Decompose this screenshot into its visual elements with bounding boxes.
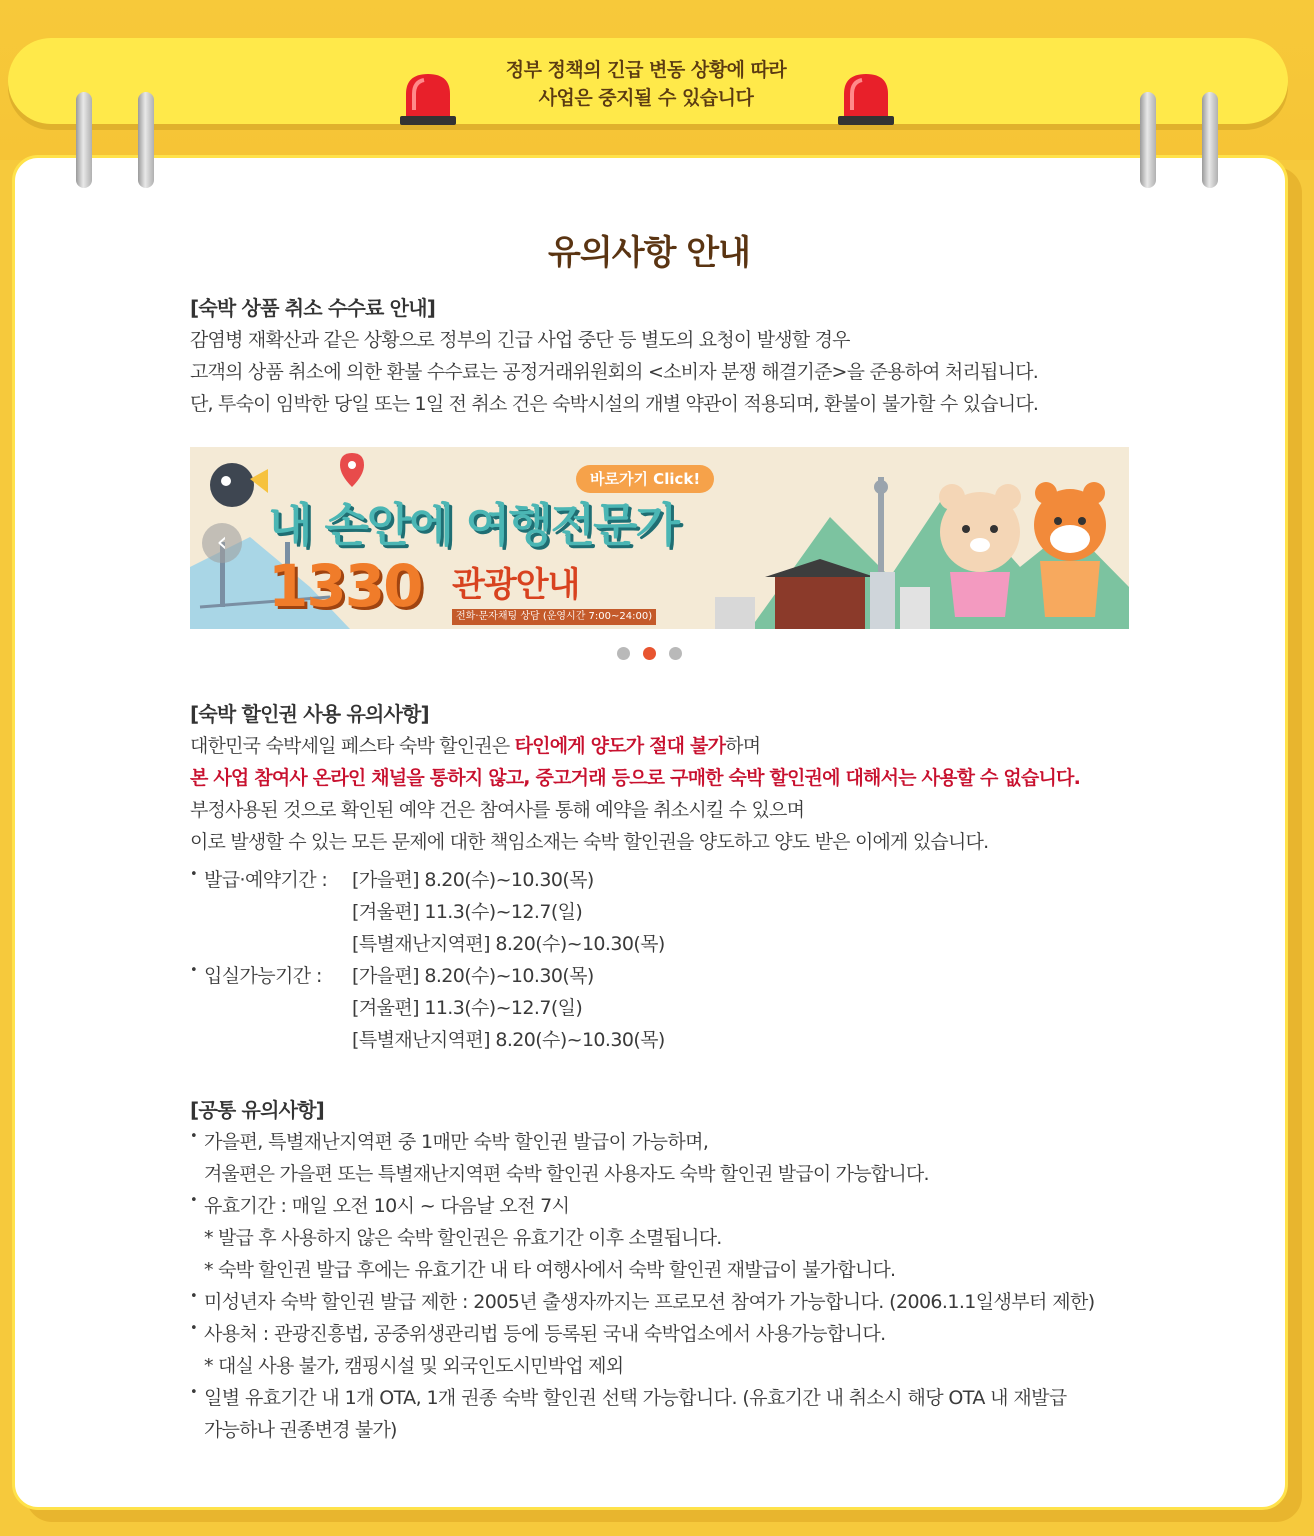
common-item-text: 가을편, 특별재난지역편 중 1매만 숙박 할인권 발급이 가능하며, (204, 1131, 709, 1153)
common-item-sub: 가능하나 권종변경 불가) (204, 1419, 397, 1441)
issue-period-value: [겨울편] 11.3(수)~12.7(일) (352, 901, 583, 923)
common-item (190, 1126, 1270, 1158)
carousel-dot[interactable] (617, 647, 630, 660)
common-section (190, 1094, 1270, 1446)
cancel-section (190, 292, 1250, 420)
common-item-text: 유효기간 : 매일 오전 10시 ~ 다음날 오전 7시 (204, 1195, 570, 1217)
common-item (190, 1286, 1270, 1318)
common-item (190, 1318, 1270, 1350)
checkin-period-row (190, 960, 1250, 992)
cancel-line: 단, 투숙이 임박한 당일 또는 1일 전 취소 건은 숙박시설의 개별 약관이 적용되며, 환불이 불가할 수 있습니다. (190, 393, 1039, 415)
banner-number: 1330 (268, 552, 422, 620)
voucher-line-1-red: 타인에게 양도가 절대 불가 (514, 735, 726, 757)
issue-period-row (190, 864, 1250, 896)
checkin-period-value: [가을편] 8.20(수)~10.30(목) (352, 965, 594, 987)
carousel-dot[interactable] (669, 647, 682, 660)
common-item-sub: * 발급 후 사용하지 않은 숙박 할인권은 유효기간 이후 소멸됩니다. (204, 1227, 722, 1249)
checkin-period-row (190, 1024, 1250, 1056)
voucher-line-1 (190, 730, 1250, 762)
voucher-section (190, 698, 1250, 1056)
common-item-text: 미성년자 숙박 할인권 발급 제한 : 2005년 출생자까지는 프로모션 참여가 가능합니다. (2006.1.1일생부터 제한) (204, 1291, 1095, 1313)
issue-period-value: [특별재난지역편] 8.20(수)~10.30(목) (352, 933, 665, 955)
chevron-left-icon: ‹ (216, 525, 228, 558)
carousel-dot-active[interactable] (643, 647, 656, 660)
bullet-icon: • (190, 867, 198, 882)
common-title: [공통 유의사항] (190, 1098, 324, 1122)
common-item-text: 사용처 : 관광진흥법, 공중위생관리법 등에 등록된 국내 숙박업소에서 사용가능합니다. (204, 1323, 886, 1345)
cancel-line: 감염병 재확산과 같은 상황으로 정부의 긴급 사업 중단 등 별도의 요청이 발생할 경우 (190, 329, 850, 351)
checkin-period-row (190, 992, 1250, 1024)
issue-period-value: [가을편] 8.20(수)~10.30(목) (352, 869, 594, 891)
common-item-sub: * 숙박 할인권 발급 후에는 유효기간 내 타 여행사에서 숙박 할인권 재발급이 불가합니다. (204, 1259, 896, 1281)
issue-period-label: 발급·예약기간 : (204, 869, 328, 891)
issue-period-row (190, 896, 1250, 928)
banner-click-badge[interactable]: 바로가기 Click! (576, 465, 714, 493)
cancel-title: [숙박 상품 취소 수수료 안내] (190, 296, 436, 320)
banner-hours: 전화·문자채팅 상담 (운영시간 7:00~24:00) (452, 609, 656, 625)
bullet-icon: • (190, 1321, 198, 1336)
alert-line-1: 정부 정책의 긴급 변동 상황에 따라 (505, 59, 787, 81)
alert-text (440, 56, 852, 112)
carousel-dots (617, 647, 687, 661)
banner-subtitle: 관광안내 (452, 565, 580, 605)
voucher-line-4: 이로 발생할 수 있는 모든 문제에 대한 책임소재는 숙박 할인권을 양도하고 양도 받은 이에게 있습니다. (190, 831, 989, 853)
bullet-icon: • (190, 1385, 198, 1400)
banner-prev-button[interactable] (202, 523, 242, 563)
bullet-icon: • (190, 1193, 198, 1208)
common-item (190, 1382, 1270, 1414)
banner-headline: 내 손안에 여행전문가 (268, 498, 678, 552)
voucher-line-2: 본 사업 참여사 온라인 채널을 통하지 않고, 중고거래 등으로 구매한 숙박 할인권에 대해서는 사용할 수 없습니다. (190, 767, 1080, 789)
bullet-icon: • (190, 1129, 198, 1144)
bullet-icon: • (190, 1289, 198, 1304)
binder-ring (76, 92, 92, 188)
common-item-sub: 겨울편은 가을편 또는 특별재난지역편 숙박 할인권 사용자도 숙박 할인권 발급이 가능합니다. (204, 1163, 929, 1185)
voucher-line-1-pre: 대한민국 숙박세일 페스타 숙박 할인권은 (190, 735, 515, 757)
cancel-line: 고객의 상품 취소에 의한 환불 수수료는 공정거래위원회의 <소비자 분쟁 해결기준>을 준용하여 처리됩니다. (190, 361, 1038, 383)
common-item (190, 1190, 1270, 1222)
binder-ring (1202, 92, 1218, 188)
voucher-title: [숙박 할인권 사용 유의사항] (190, 702, 429, 726)
checkin-period-value: [겨울편] 11.3(수)~12.7(일) (352, 997, 583, 1019)
tourism-banner[interactable] (190, 447, 1129, 629)
binder-ring (138, 92, 154, 188)
issue-period-row (190, 928, 1250, 960)
page-title: 유의사항 안내 (548, 233, 750, 273)
common-item-text: 일별 유효기간 내 1개 OTA, 1개 권종 숙박 할인권 선택 가능합니다. (유효기간 내 취소시 해당 OTA 내 재발급 (204, 1387, 1067, 1409)
checkin-period-value: [특별재난지역편] 8.20(수)~10.30(목) (352, 1029, 665, 1051)
binder-ring (1140, 92, 1156, 188)
checkin-period-label: 입실가능기간 : (204, 965, 322, 987)
voucher-line-3: 부정사용된 것으로 확인된 예약 건은 참여사를 통해 예약을 취소시킬 수 있으며 (190, 799, 805, 821)
common-item-sub: * 대실 사용 불가, 캠핑시설 및 외국인도시민박업 제외 (204, 1355, 624, 1377)
alert-line-2: 사업은 중지될 수 있습니다 (538, 87, 754, 109)
voucher-line-1-post: 하며 (725, 735, 761, 757)
bullet-icon: • (190, 963, 198, 978)
